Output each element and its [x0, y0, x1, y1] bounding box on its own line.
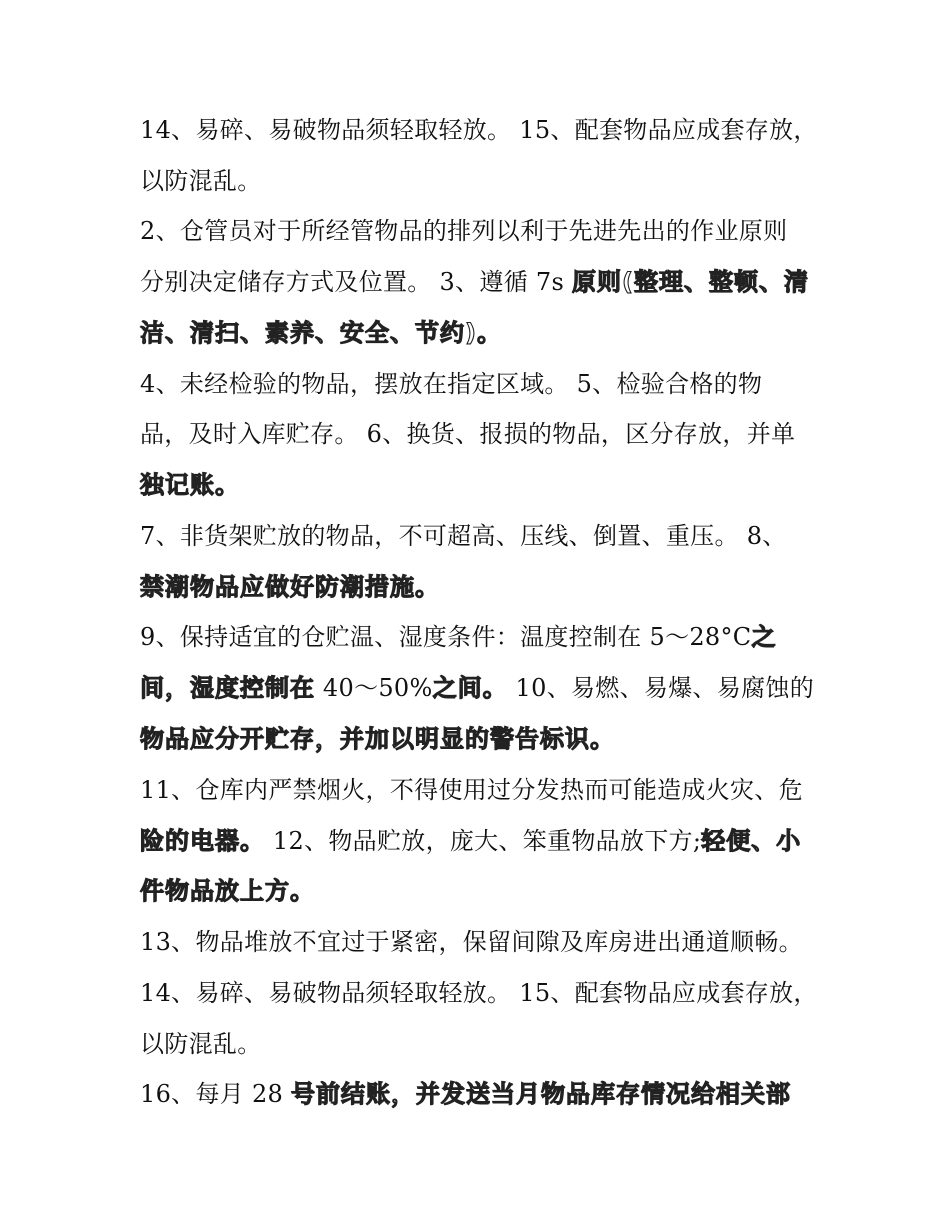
outlined-text-segment: 原则(整理、整顿、清 — [572, 268, 810, 296]
text-line-7 — [140, 418, 795, 450]
outlined-text-segment: 之 — [751, 623, 777, 651]
outlined-text-segment: 间，湿度控制在 — [140, 674, 315, 702]
text-line-15 — [140, 825, 801, 857]
text-segment: 14、易碎、易破物品须轻取轻放。 15、配套物品应成套存放， — [140, 116, 818, 144]
text-line-12 — [140, 672, 814, 704]
text-line-6 — [140, 368, 762, 400]
text-line-10 — [140, 571, 440, 603]
text-segment: 品，及时入库贮存。 6、换货、报损的物品，区分存放，并单 — [140, 420, 796, 448]
text-line-17 — [140, 926, 803, 958]
outlined-text-segment: 之间。 — [432, 674, 508, 702]
text-line-2 — [140, 165, 262, 197]
text-line-18 — [140, 977, 818, 1009]
text-line-1 — [140, 114, 818, 146]
text-line-11 — [140, 621, 776, 653]
outlined-text-segment: 洁、清扫、素养、安全、节约)。 — [140, 319, 502, 347]
text-line-4 — [140, 266, 809, 298]
text-segment: 13、物品堆放不宜过于紧密，保留间隙及库房进出通道顺畅。 — [140, 928, 803, 956]
outlined-text-segment: 件物品放上方。 — [140, 877, 315, 905]
text-line-3 — [140, 215, 787, 247]
text-segment: 分别决定储存方式及位置。 3、遵循 7s — [140, 268, 573, 296]
outlined-text-segment: 险的电器。 — [140, 827, 265, 855]
text-segment: 以防混乱。 — [140, 1030, 262, 1058]
text-line-13 — [140, 723, 615, 755]
text-segment: 16、每月 28 — [140, 1080, 292, 1108]
text-segment: 12、物品贮放，庞大、笨重物品放下方; — [265, 827, 702, 855]
text-line-16 — [140, 875, 315, 907]
outlined-text-segment: 禁潮物品应做好防潮措施。 — [140, 573, 440, 601]
text-segment: 40～50% — [315, 674, 433, 702]
text-segment: 以防混乱。 — [140, 167, 262, 195]
text-line-9 — [140, 520, 787, 552]
outlined-text-segment: 物品应分开贮存，并加以明显的警告标识。 — [140, 725, 615, 753]
outlined-text-segment: 独记账。 — [140, 471, 240, 499]
outlined-text-segment: 轻便、小 — [701, 827, 802, 855]
text-segment: 2、仓管员对于所经管物品的排列以利于先进先出的作业原则 — [140, 217, 788, 245]
text-segment: 14、易碎、易破物品须轻取轻放。 15、配套物品应成套存放， — [140, 979, 818, 1007]
text-line-14 — [140, 774, 803, 806]
text-segment: 9、保持适宜的仓贮温、湿度条件：温度控制在 5～28°C — [140, 623, 752, 651]
text-segment: 7、非货架贮放的物品，不可超高、压线、倒置、重压。 8、 — [140, 522, 787, 550]
text-line-5 — [140, 317, 502, 349]
outlined-text-segment: 号前结账，并发送当月物品库存情况给相关部 — [291, 1080, 792, 1108]
text-line-20 — [140, 1078, 791, 1110]
text-line-19 — [140, 1028, 262, 1060]
text-line-8 — [140, 469, 240, 501]
text-segment: 4、未经检验的物品，摆放在指定区域。 5、检验合格的物 — [140, 370, 763, 398]
text-segment: 11、仓库内严禁烟火，不得使用过分发热而可能造成火灾、危 — [140, 776, 803, 804]
text-segment: 10、易燃、易爆、易腐蚀的 — [507, 674, 814, 702]
